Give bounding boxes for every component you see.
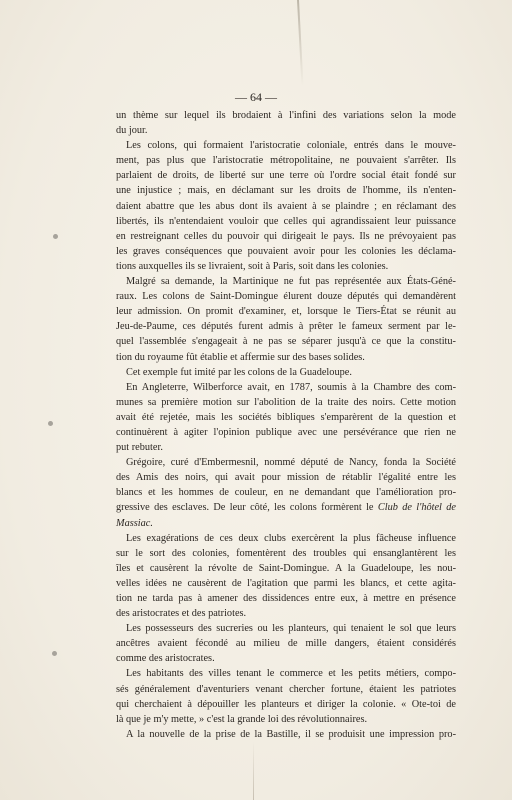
- body-text: [116, 108, 456, 742]
- paragraph: [116, 108, 456, 138]
- paper-crease-top: [297, 0, 303, 86]
- text-line: libertés, ils n'entendaient vouloir que celles qui agrandissaient leur puissance: [116, 215, 456, 227]
- binding-hole-mark: [53, 234, 58, 239]
- text-line: Jeu-de-Paume, ces députés furent admis à prêter le fameux serment par le-: [116, 321, 456, 333]
- paragraph: [116, 531, 456, 622]
- paragraph: [116, 727, 456, 742]
- text-line: ment, pas plus que l'aristocratie métropolitaine, ne pouvaient s'arrêter. Ils: [116, 155, 456, 167]
- text-line: A la nouvelle de la prise de la Bastille, il se produisit une impression pro-: [126, 728, 456, 740]
- text-line: un thème sur lequel ils brodaient à l'infini des variations selon la mode: [116, 110, 456, 121]
- page-number: — 64 —: [235, 90, 277, 104]
- text-line: munes sa première motion sur l'abolition de la traite des noirs. Cette motion: [116, 396, 456, 408]
- binding-hole-mark: [52, 651, 57, 656]
- paragraph: [116, 274, 456, 365]
- text-line: Les exagérations de ces deux clubs exercèrent la plus fâcheuse influence: [126, 532, 456, 544]
- text-line: tion ne tarda pas à amener des dissidences entre eux, à mettre en présence: [116, 593, 456, 604]
- text-line: comme des aristocrates.: [116, 653, 215, 665]
- text-line: Cet exemple fut imité par les colons de la Guadeloupe.: [126, 366, 352, 378]
- text-line: daient abattre que les abus dont ils avaient à se plaindre ; en réclamant des: [116, 200, 456, 212]
- text-line: tions auxquelles ils se livraient, soit à Paris, soit dans les colonies.: [116, 260, 389, 272]
- text-line: là que je m'y mette, » c'est la grande loi des révolutionnaires.: [116, 713, 368, 725]
- text-line: qui cherchaient à dépouiller les planteurs et diriger la colonie. « Ote-toi de: [116, 698, 456, 710]
- text-line: velles idées ne causèrent de l'agitation que parmi les blancs, et cette agita-: [116, 577, 456, 589]
- text-line: des Amis des noirs, qui avait pour mission de rétablir l'égalité entre les: [116, 472, 456, 484]
- text-line: les graves conséquences que pouvaient avoir pour les colonies les déclama-: [116, 245, 456, 257]
- text-line: raux. Les colons de Saint-Domingue élurent douze députés qui demandèrent: [116, 291, 456, 303]
- text-line: Les habitants des villes tenant le commerce et les petits métiers, compo-: [126, 668, 456, 680]
- text-line: sés généralement d'aventuriers venant chercher fortune, étaient les patriotes: [116, 683, 456, 695]
- text-line: ancêtres avaient fécondé au milieu de mille dangers, étaient considérés: [116, 638, 456, 650]
- text-line-with-club-name: [116, 500, 456, 515]
- text-line: des aristocrates et des patriotes.: [116, 608, 247, 620]
- text-line: quel l'assemblée s'engageait à ne pas se séparer jusqu'à ce que la constitu-: [116, 336, 456, 348]
- paragraph: [116, 621, 456, 666]
- club-name-continuation: Massiac.: [116, 517, 153, 529]
- text-line: put rebuter.: [116, 442, 163, 454]
- paragraph: [116, 380, 456, 455]
- paragraph: [116, 666, 456, 726]
- text-line: blancs et les hommes de couleur, en ne demandant que l'amélioration pro-: [116, 487, 456, 499]
- text-line: Les possesseurs des sucreries ou les planteurs, qui tenaient le sol que leurs: [126, 623, 456, 635]
- text-line: îles et causèrent la révolte de Saint-Domingue. A la Guadeloupe, les nou-: [116, 562, 456, 574]
- text-line: du jour.: [116, 125, 148, 137]
- paragraph: [116, 455, 456, 530]
- club-name: Club de l'hôtel de: [377, 502, 456, 514]
- text-line: parlaient de droits, de liberté sur une terre où l'ordre social était fondé sur: [116, 170, 456, 182]
- text-line: tion du royaume fût établie et affermie sur des bases solides.: [116, 351, 365, 363]
- paper-crease-bottom: [253, 742, 254, 800]
- text-line: Malgré sa demande, la Martinique ne fut pas représentée aux États-Géné-: [126, 276, 456, 288]
- text-line: Grégoire, curé d'Embermesnil, nommé député de Nancy, fonda la Société: [126, 457, 456, 469]
- text-line: une injustice ; mais, en déclamant sur les droits de l'homme, ils n'enten-: [116, 185, 456, 197]
- text-line: sur le sort des colonies, fomentèrent des troubles qui ensanglantèrent les: [116, 547, 456, 559]
- text-line: Les colons, qui formaient l'aristocratie coloniale, entrés dans le mouve-: [126, 140, 456, 152]
- binding-hole-mark: [48, 421, 53, 426]
- text-fragment: gressive des esclaves. De leur côté, les colons formèrent le: [116, 502, 378, 514]
- text-line: leur admission. On promit d'examiner, et, lorsque le Tiers-État se réunit au: [116, 306, 456, 318]
- text-line: en restreignant celles du pouvoir qui dirigeait le pays. Ils ne prévoyaient pas: [116, 230, 456, 242]
- text-line: avait été rejetée, mais les sociétés bibliques s'emparèrent de la question et: [116, 411, 456, 423]
- paragraph: [116, 138, 456, 274]
- paragraph: [116, 365, 456, 380]
- text-line: continuèrent à agiter l'opinion publique avec une persévérance que rien ne: [116, 426, 456, 438]
- text-line: En Angleterre, Wilberforce avait, en 1787, soumis à la Chambre des com-: [126, 381, 456, 393]
